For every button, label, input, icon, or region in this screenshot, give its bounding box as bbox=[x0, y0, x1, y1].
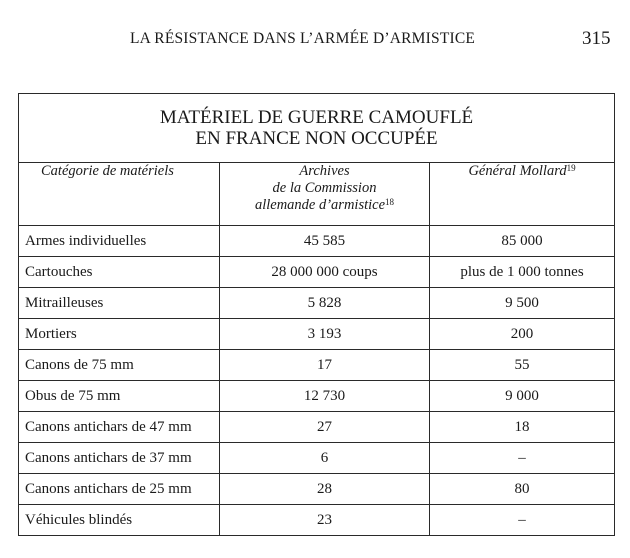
row-mollard-value: 85 000 bbox=[430, 226, 615, 257]
row-archives-value: 45 585 bbox=[220, 226, 430, 257]
row-archives-value: 17 bbox=[220, 350, 430, 381]
footnote-ref-18: 18 bbox=[385, 197, 395, 207]
running-head bbox=[0, 30, 630, 52]
table-row bbox=[19, 412, 615, 443]
row-category: Canons antichars de 37 mm bbox=[19, 443, 220, 474]
row-category: Mortiers bbox=[19, 319, 220, 350]
page-number: 315 bbox=[582, 28, 611, 49]
row-mollard-value: 55 bbox=[430, 350, 615, 381]
row-mollard-value: 200 bbox=[430, 319, 615, 350]
row-mollard-value: 9 500 bbox=[430, 288, 615, 319]
row-archives-value: 23 bbox=[220, 505, 430, 536]
table-title-line-2: EN FRANCE NON OCCUPÉE bbox=[195, 128, 438, 149]
footnote-ref-19: 19 bbox=[566, 163, 576, 173]
column-header-category: Catégorie de matériels bbox=[19, 163, 220, 226]
table-row bbox=[19, 443, 615, 474]
row-category: Canons de 75 mm bbox=[19, 350, 220, 381]
row-category: Mitrailleuses bbox=[19, 288, 220, 319]
row-archives-value: 3 193 bbox=[220, 319, 430, 350]
table-title bbox=[19, 94, 615, 163]
row-archives-value: 5 828 bbox=[220, 288, 430, 319]
row-category: Cartouches bbox=[19, 257, 220, 288]
row-archives-value: 27 bbox=[220, 412, 430, 443]
row-mollard-value: 9 000 bbox=[430, 381, 615, 412]
running-title: LA RÉSISTANCE DANS L’ARMÉE D’ARMISTICE bbox=[130, 30, 476, 47]
table-row bbox=[19, 319, 615, 350]
table-caption-row bbox=[19, 94, 615, 163]
row-category: Armes individuelles bbox=[19, 226, 220, 257]
row-mollard-value: 80 bbox=[430, 474, 615, 505]
row-archives-value: 6 bbox=[220, 443, 430, 474]
column-header-mollard: Général Mollard$^{19}$ bbox=[430, 163, 615, 226]
column-header-archives: Archives de la Commission allemande d’armistice$^{18}$ bbox=[220, 163, 430, 226]
table-row bbox=[19, 226, 615, 257]
row-category: Véhicules blindés bbox=[19, 505, 220, 536]
row-category: Canons antichars de 47 mm bbox=[19, 412, 220, 443]
row-archives-value: 28 bbox=[220, 474, 430, 505]
row-archives-value: 12 730 bbox=[220, 381, 430, 412]
table-row bbox=[19, 505, 615, 536]
table-header-row bbox=[19, 163, 615, 226]
table-row bbox=[19, 474, 615, 505]
table-row bbox=[19, 381, 615, 412]
table-row bbox=[19, 257, 615, 288]
row-category: Obus de 75 mm bbox=[19, 381, 220, 412]
table-row bbox=[19, 350, 615, 381]
row-archives-value: 28 000 000 coups bbox=[220, 257, 430, 288]
table-row bbox=[19, 288, 615, 319]
row-category: Canons antichars de 25 mm bbox=[19, 474, 220, 505]
row-mollard-value: plus de 1 000 tonnes bbox=[430, 257, 615, 288]
row-mollard-value: – bbox=[430, 443, 615, 474]
materiel-table bbox=[18, 93, 615, 536]
row-mollard-value: – bbox=[430, 505, 615, 536]
row-mollard-value: 18 bbox=[430, 412, 615, 443]
table-title-line-1: MATÉRIEL DE GUERRE CAMOUFLÉ bbox=[159, 107, 474, 128]
